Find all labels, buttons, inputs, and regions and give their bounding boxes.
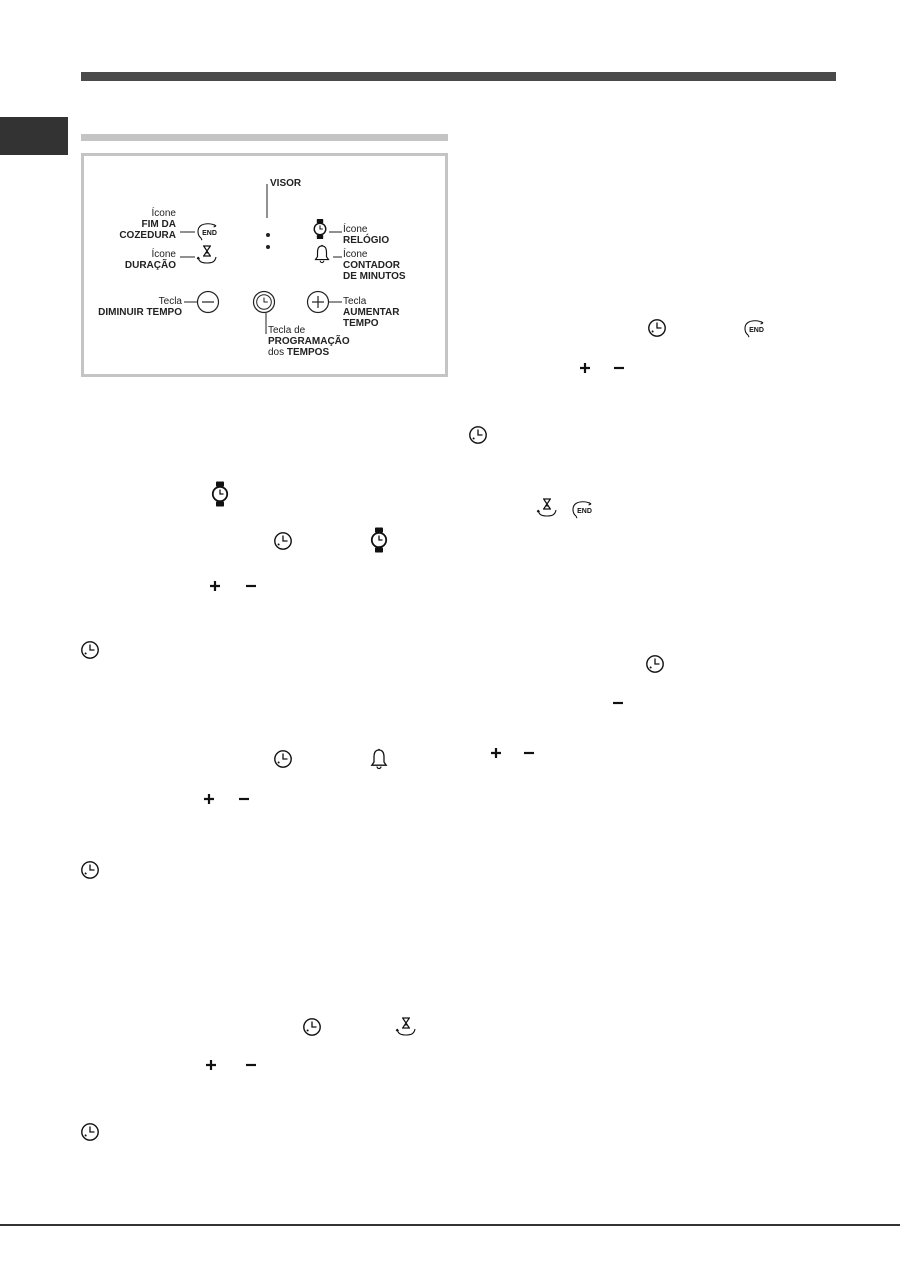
hourglass-icon (395, 1017, 417, 1037)
aumentar-tempo-label: Tecla AUMENTAR TEMPO (343, 296, 400, 329)
hourglass-icon (536, 498, 558, 518)
minus-icon (613, 362, 625, 374)
watch-icon (210, 481, 230, 507)
clock-icon (80, 860, 100, 880)
plus-icon (205, 1059, 217, 1071)
end-icon (571, 500, 595, 520)
hourglass-icon (196, 245, 218, 265)
header-rule (81, 72, 836, 81)
watch-icon (312, 218, 328, 240)
plus-icon (490, 747, 502, 759)
diminuir-tempo-label: Tecla DIMINUIR TEMPO (98, 296, 182, 318)
end-icon (743, 319, 767, 339)
plus-icon (203, 793, 215, 805)
duracao-label: Ícone DURAÇÃO (124, 249, 176, 271)
plus-icon (579, 362, 591, 374)
clock-icon (645, 654, 665, 674)
minus-icon (238, 793, 250, 805)
relogio-label: Ícone RELÓGIO (343, 224, 390, 246)
minus-icon (612, 697, 624, 709)
bell-icon (313, 244, 331, 264)
fim-da-cozedura-label: Ícone FIM DA COZEDURA (119, 208, 176, 241)
minus-icon (523, 747, 535, 759)
footer-rule (0, 1224, 900, 1226)
clock-icon (273, 749, 293, 769)
clock-icon (468, 425, 488, 445)
clock-icon (647, 318, 667, 338)
minus-icon (245, 580, 257, 592)
clock-icon (273, 531, 293, 551)
minus-icon (245, 1059, 257, 1071)
programacao-label: Tecla de PROGRAMAÇÃO dos TEMPOS (268, 325, 350, 358)
language-tab (0, 117, 68, 155)
visor-label: VISOR (270, 178, 302, 189)
clock-icon (80, 640, 100, 660)
section-rule (81, 134, 448, 141)
plus-icon (209, 580, 221, 592)
end-icon (196, 222, 220, 242)
contador-de-minutos-label: Ícone CONTADOR DE MINUTOS (343, 249, 406, 282)
clock-icon (80, 1122, 100, 1142)
bell-icon (369, 748, 389, 770)
watch-icon (369, 527, 389, 553)
control-panel-diagram (81, 153, 448, 377)
clock-icon (302, 1017, 322, 1037)
